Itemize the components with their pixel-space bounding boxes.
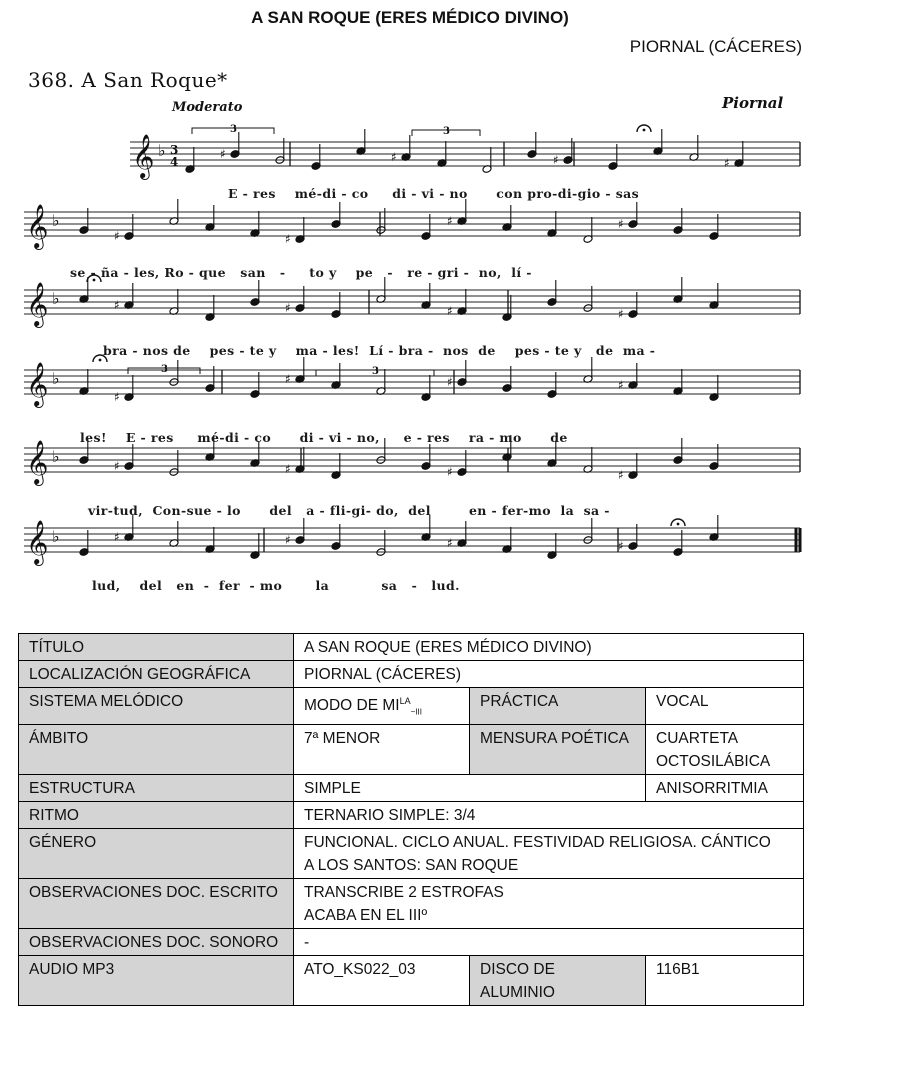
sharp-icon: ♯ — [447, 465, 453, 479]
mensura-value-line-1: CUARTETA — [656, 730, 739, 748]
page-title: A SAN ROQUE (ERES MÉDICO DIVINO) — [251, 8, 569, 27]
sharp-icon: ♯ — [618, 468, 624, 482]
sharp-icon: ♯ — [285, 533, 291, 547]
ritmo-label: RITMO — [19, 802, 294, 829]
lyric-line-5: vir-tud, Con-sue - lo del a - fli-gi- do, del en - fer-mo la sa - — [88, 503, 610, 518]
obs-sonoro-value: - — [294, 929, 804, 956]
sharp-icon: ♯ — [447, 375, 453, 389]
key-flat-icon: ♭ — [52, 289, 60, 308]
sharp-icon: ♯ — [114, 390, 120, 404]
sharp-icon: ♯ — [285, 372, 291, 386]
sharp-icon: ♯ — [285, 232, 291, 246]
row-genero — [19, 829, 804, 879]
mensura-label: MENSURA POÉTICA — [470, 725, 646, 775]
estructura-label: ESTRUCTURA — [19, 775, 294, 802]
lyric-line-2: se - ña - les, Ro - que san - to y pe - re - gri - no, lí - — [70, 265, 532, 280]
sharp-icon: ♯ — [618, 217, 624, 231]
lyric-line-4: les! E - res mé-di - co di - vi - no, e - res ra - mo de — [80, 430, 568, 445]
obs-escrito-label: OBSERVACIONES DOC. ESCRITO — [19, 879, 294, 929]
time-signature-bottom: 4 — [170, 155, 179, 169]
mensura-value — [646, 725, 804, 775]
triplet-number: 3 — [161, 364, 168, 375]
row-obs-sonoro — [19, 929, 804, 956]
sharp-icon: ♯ — [114, 298, 120, 312]
row-localizacion — [19, 661, 804, 688]
disco-label-line-1: DISCO DE — [480, 961, 555, 979]
ritmo-value: TERNARIO SIMPLE: 3/4 — [294, 802, 804, 829]
titulo-value: A SAN ROQUE (ERES MÉDICO DIVINO) — [294, 634, 804, 661]
sharp-icon: ♯ — [114, 229, 120, 243]
sistema-superscript: LA — [399, 696, 411, 706]
key-flat-icon: ♭ — [52, 447, 60, 466]
sharp-icon: ♯ — [391, 150, 397, 164]
disco-value: 116B1 — [646, 956, 804, 1006]
key-flat-icon: ♭ — [52, 527, 60, 546]
row-ambito — [19, 725, 804, 775]
treble-clef-icon: 𝄞 — [26, 440, 49, 484]
obs-escrito-line-1: TRANSCRIBE 2 ESTROFAS — [304, 884, 504, 902]
treble-clef-icon: 𝄞 — [26, 282, 49, 326]
row-sistema — [19, 688, 804, 725]
sharp-icon: ♯ — [618, 539, 624, 553]
triplet-number: 3 — [372, 366, 379, 377]
key-flat-icon: ♭ — [158, 141, 166, 160]
triplet-number: 3 — [443, 126, 450, 137]
practica-label: PRÁCTICA — [470, 688, 646, 725]
row-obs-escrito — [19, 879, 804, 929]
sharp-icon: ♯ — [114, 530, 120, 544]
obs-escrito-line-2: ACABA EN EL IIIº — [304, 907, 428, 925]
row-estructura — [19, 775, 804, 802]
sharp-icon: ♯ — [724, 156, 730, 170]
genero-label: GÉNERO — [19, 829, 294, 879]
sistema-label: SISTEMA MELÓDICO — [19, 688, 294, 725]
treble-clef-icon: 𝄞 — [26, 204, 49, 248]
sistema-value — [294, 688, 470, 725]
song-data-sheet — [18, 633, 804, 1006]
sistema-subscript: ~III — [410, 707, 422, 717]
key-flat-icon: ♭ — [52, 211, 60, 230]
score-heading: 368. A San Roque* — [28, 68, 228, 92]
obs-sonoro-label: OBSERVACIONES DOC. SONORO — [19, 929, 294, 956]
disco-label-line-2: ALUMINIO — [480, 984, 555, 1002]
sharp-icon: ♯ — [114, 459, 120, 473]
ambito-value: 7ª MENOR — [294, 725, 470, 775]
sharp-icon: ♯ — [285, 462, 291, 476]
triplet-number: 3 — [230, 124, 237, 135]
page-place: PIORNAL (CÁCERES) — [629, 37, 802, 56]
row-ritmo — [19, 802, 804, 829]
sharp-icon: ♯ — [618, 378, 624, 392]
disco-label — [470, 956, 646, 1006]
lyric-line-6: lud, del en - fer - mo la sa - lud. — [92, 578, 460, 593]
audio-value: ATO_KS022_03 — [294, 956, 470, 1006]
sistema-value-text: MODO DE MI — [304, 697, 400, 715]
fermata-dot — [643, 129, 646, 132]
treble-clef-icon: 𝄞 — [26, 362, 49, 406]
sharp-icon: ♯ — [618, 307, 624, 321]
score-tempo: Moderato — [172, 100, 243, 115]
treble-clef-icon: 𝄞 — [132, 134, 155, 178]
sharp-icon: ♯ — [447, 536, 453, 550]
practica-value: VOCAL — [646, 688, 804, 725]
genero-value-line-2: A LOS SANTOS: SAN ROQUE — [304, 857, 519, 875]
treble-clef-icon: 𝄞 — [26, 520, 49, 564]
lyric-line-1: E - res mé-di - co di - vi - no con pro-di-gio - sas — [228, 186, 640, 201]
lyric-line-3: bra - nos de pes - te y ma - les! Lí - bra - nos de pes - te y de ma - — [103, 343, 656, 358]
genero-value-line-1: FUNCIONAL. CICLO ANUAL. FESTIVIDAD RELIGIOSA. CÁNTICO — [304, 834, 771, 852]
fermata-dot — [99, 359, 102, 362]
titulo-label: TÍTULO — [19, 634, 294, 661]
estructura-extra: ANISORRITMIA — [646, 775, 804, 802]
sharp-icon: ♯ — [447, 304, 453, 318]
sharp-icon: ♯ — [553, 153, 559, 167]
ambito-label: ÁMBITO — [19, 725, 294, 775]
score-place: Piornal — [722, 94, 784, 112]
localizacion-value: PIORNAL (CÁCERES) — [294, 661, 804, 688]
localizacion-label: LOCALIZACIÓN GEOGRÁFICA — [19, 661, 294, 688]
fermata-dot — [677, 523, 680, 526]
row-titulo — [19, 634, 804, 661]
estructura-value: SIMPLE — [294, 775, 646, 802]
row-audio — [19, 956, 804, 1006]
sharp-icon: ♯ — [447, 214, 453, 228]
genero-value — [294, 829, 804, 879]
time-signature-top: 3 — [170, 143, 179, 157]
mensura-value-line-2: OCTOSILÁBICA — [656, 753, 771, 771]
key-flat-icon: ♭ — [52, 369, 60, 388]
audio-label: AUDIO MP3 — [19, 956, 294, 1006]
sharp-icon: ♯ — [285, 301, 291, 315]
obs-escrito-value — [294, 879, 804, 929]
sharp-icon: ♯ — [220, 147, 226, 161]
